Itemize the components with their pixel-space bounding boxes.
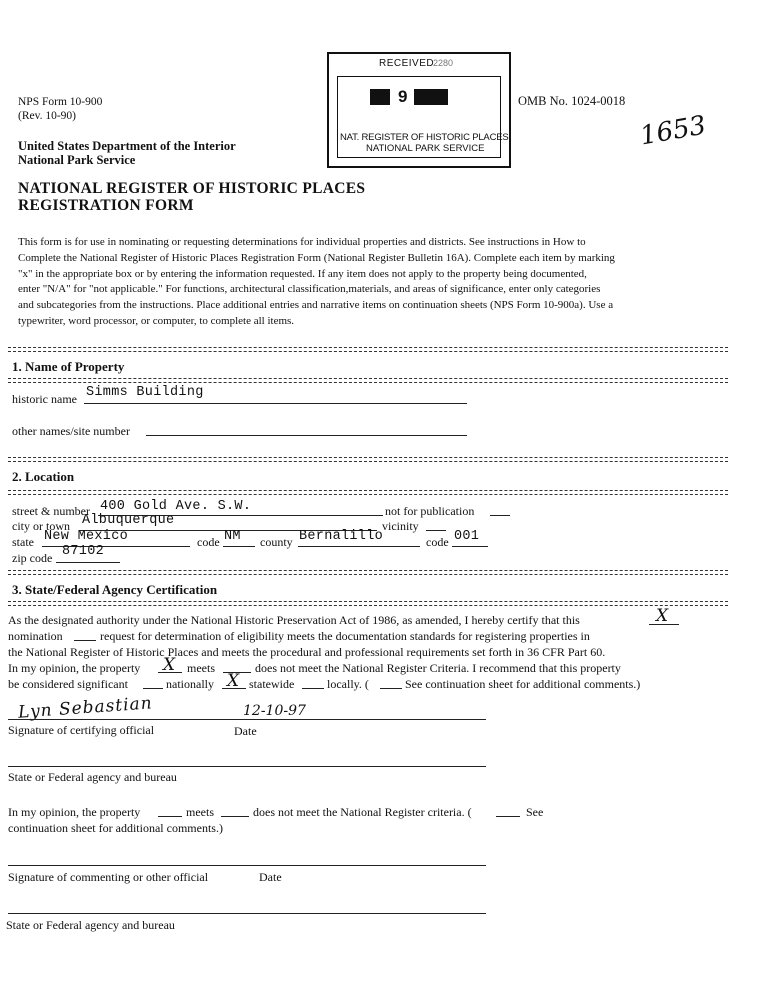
historic-name-label: historic name (12, 392, 77, 406)
form-revision: (Rev. 10-90) (18, 110, 77, 122)
instructions-line: and subcategories from the instructions. Place additional entries and narrative items on continuation sheets (NPS Form 10-900a). Use a (18, 299, 614, 312)
locally-label: locally. ( (327, 677, 369, 691)
instructions-line: This form is for use in nominating or requesting determinations for individual properties and districts. See instructions in How to (18, 236, 586, 248)
street-label: street & number (12, 504, 90, 518)
certification-line-2: request for determination of eligibility meets the documentation standards for registering properties in (100, 629, 590, 643)
statewide-label: statewide (249, 677, 295, 691)
not-for-publication-field[interactable] (490, 515, 510, 516)
stamp-inner-box (337, 76, 509, 158)
nationally-checkbox-line[interactable] (143, 688, 163, 689)
vicinity-label: vicinity (382, 519, 419, 533)
county-value[interactable]: Bernalillo (299, 529, 384, 544)
not-for-publication-label: not for publication (385, 504, 475, 518)
second-continuation-note: continuation sheet for additional comments.) (8, 821, 223, 835)
stamp-date: 9 (398, 87, 408, 106)
county-code-value[interactable]: 001 (454, 529, 480, 544)
stamp-redaction-left (370, 89, 390, 105)
certifying-official-label: Signature of certifying official (8, 723, 155, 737)
county-code-label: code (426, 535, 449, 549)
second-does-not-meet-checkbox-line[interactable] (221, 816, 249, 817)
state-value[interactable]: New Mexico (44, 529, 129, 544)
city-label: city or town (12, 519, 70, 533)
zip-label: zip code (12, 551, 53, 565)
statewide-mark[interactable]: X (227, 671, 240, 691)
second-continuation-checkbox-line[interactable] (496, 816, 520, 817)
continuation-sheet-note: See continuation sheet for additional comments.) (405, 677, 641, 691)
meets-mark[interactable]: X (163, 655, 176, 675)
second-agency-label: State or Federal agency and bureau (6, 918, 175, 932)
form-title-line2: REGISTRATION FORM (18, 197, 194, 214)
considered-significant-label: be considered significant (8, 677, 128, 691)
certifying-signature-date[interactable]: 12-10-97 (243, 703, 306, 719)
certification-line-3: the National Register of Historic Places and meets the procedural and professional requirements set forth in 36 CFR Part 60. (8, 645, 606, 659)
continuation-checkbox-line[interactable] (380, 688, 402, 689)
handwritten-reference-number: 1653 (637, 110, 709, 152)
certifying-date-label: Date (234, 724, 257, 738)
omb-number: OMB No. 1024-0018 (518, 94, 626, 108)
certification-line-1: As the designated authority under the National Historic Preservation Act of 1986, as amended, I hereby certify that this (8, 613, 580, 627)
request-checkbox-line[interactable] (74, 640, 96, 641)
form-title-line1: NATIONAL REGISTER OF HISTORIC PLACES (18, 180, 366, 197)
signature-line (8, 719, 486, 720)
form-number: NPS Form 10-900 (18, 96, 103, 108)
stamp-received-label: RECEIVED (379, 58, 435, 69)
stamp-line-1: NAT. REGISTER OF HISTORIC PLACES (340, 132, 509, 143)
certification-line-4: does not meet the National Register Criteria. I recommend that this property (255, 661, 621, 675)
county-underline (298, 546, 420, 547)
nationally-label: nationally (166, 677, 214, 691)
state-code-value[interactable]: NM (224, 529, 241, 544)
second-see-label: See (526, 805, 544, 819)
section-divider (8, 601, 728, 606)
instructions-line: "x" in the appropriate box or by entering the information requested. If any item does not apply to the property being documented, (18, 267, 587, 280)
state-label: state (12, 535, 34, 549)
section1-heading: 1. Name of Property (12, 359, 125, 374)
section-divider (8, 490, 728, 495)
commenting-official-label: Signature of commenting or other official (8, 870, 209, 884)
county-label: county (260, 535, 293, 549)
section3-heading: 3. State/Federal Agency Certification (12, 582, 218, 597)
section2-heading: 2. Location (12, 469, 75, 484)
second-opinion-property-label: In my opinion, the property (8, 805, 141, 819)
locally-checkbox-line[interactable] (302, 688, 324, 689)
stamp-redaction-right (414, 89, 448, 105)
certifying-official-signature: Lyn Sebastian (17, 693, 154, 723)
stamp-line-2: NATIONAL PARK SERVICE (366, 143, 485, 154)
state-code-underline (223, 546, 255, 547)
zip-underline (56, 562, 120, 563)
instructions-paragraph (18, 235, 615, 330)
second-agency-line[interactable] (8, 913, 486, 914)
city-value[interactable]: Albuquerque (82, 513, 175, 528)
agency-line[interactable] (8, 766, 486, 767)
street-value[interactable]: 400 Gold Ave. S.W. (100, 499, 252, 514)
commenting-signature-line[interactable] (8, 865, 486, 866)
vicinity-field[interactable] (426, 530, 446, 531)
stamp-received-code: 2280 (433, 58, 454, 68)
section-divider (8, 570, 728, 575)
nomination-mark[interactable]: X (656, 606, 669, 626)
county-code-underline (452, 546, 488, 547)
meets-label: meets (187, 661, 215, 675)
zip-value[interactable]: 87102 (62, 544, 105, 559)
section-divider (8, 378, 728, 383)
state-code-label: code (197, 535, 220, 549)
section-divider (8, 347, 728, 352)
opinion-property-label: In my opinion, the property (8, 661, 141, 675)
second-opinion-text: does not meet the National Register criteria. ( (253, 805, 472, 819)
nomination-label: nomination (8, 629, 63, 643)
agency-label: State or Federal agency and bureau (8, 770, 177, 784)
second-meets-checkbox-line[interactable] (158, 816, 182, 817)
other-names-field[interactable] (146, 435, 467, 436)
instructions-line: Complete the National Register of Historic Places Registration Form (National Register Bulletin 16A). Complete each item by marking (18, 251, 615, 264)
department-name: United States Department of the Interior (18, 139, 236, 153)
received-stamp (327, 52, 511, 168)
instructions-line: typewriter, word processor, or computer, to complete all items. (18, 314, 295, 327)
other-names-label: other names/site number (12, 424, 130, 438)
historic-name-value[interactable]: Simms Building (86, 385, 204, 400)
service-name: National Park Service (18, 153, 136, 167)
historic-name-underline (84, 403, 467, 404)
instructions-line: enter "N/A" for "not applicable." For functions, architectural classification,materials, and areas of significance, enter only categories (18, 283, 601, 296)
commenting-date-label: Date (259, 870, 282, 884)
section-divider (8, 457, 728, 462)
second-meets-label: meets (186, 805, 214, 819)
